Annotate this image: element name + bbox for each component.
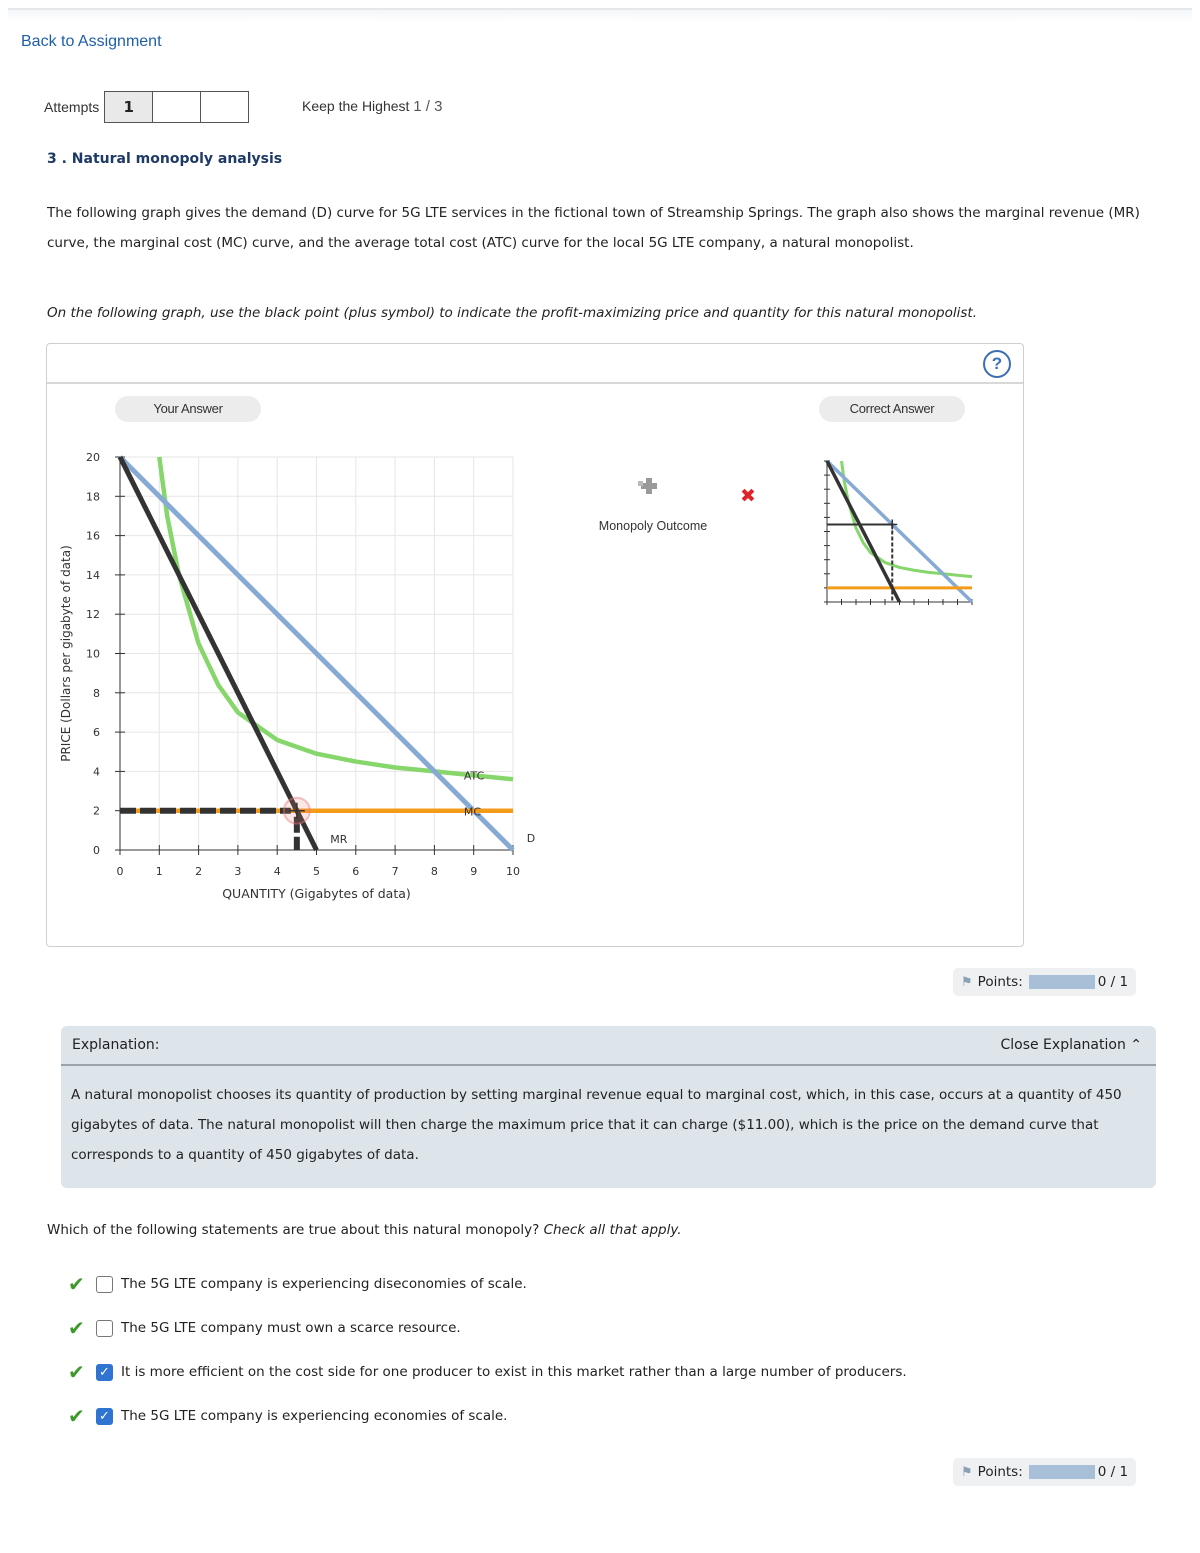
x-tick-label: 5 (313, 865, 320, 878)
attempt-box-1: 1 (104, 91, 153, 123)
x-tick-label: 9 (470, 865, 478, 878)
mini-mr-curve (827, 461, 900, 602)
x-tick-label: 1 (155, 865, 163, 878)
chevron-up-icon: ⌃ (1130, 1037, 1142, 1053)
mini-demand-curve (827, 461, 972, 602)
y-tick-label: 14 (86, 568, 100, 582)
y-tick-label: 6 (93, 726, 100, 740)
option-2-label: The 5G LTE company must own a scarce resource. (121, 1320, 461, 1336)
your-answer-tab: Your Answer (115, 396, 261, 422)
flag-icon: ⚑ (961, 974, 973, 990)
mc-label: MC (463, 805, 482, 819)
option-4-checkbox[interactable]: ✓ (96, 1408, 113, 1425)
x-tick-label: 3 (234, 865, 242, 878)
keep-highest (302, 98, 442, 115)
attempt-box-3 (200, 91, 249, 123)
option-1 (68, 1272, 527, 1296)
points-badge-2 (953, 1458, 1136, 1486)
y-tick-label: 10 (86, 647, 100, 661)
points-score-1: 0 / 1 (1097, 974, 1129, 990)
y-axis-title: PRICE (Dollars per gigabyte of data) (59, 545, 73, 762)
explanation-panel (61, 1026, 1156, 1188)
top-bar (8, 8, 1192, 22)
question-title: 3 . Natural monopoly analysis (47, 151, 283, 167)
legend-label: Monopoly Outcome (598, 519, 708, 533)
explanation-text: A natural monopolist chooses its quantity of production by setting marginal revenue equal to marginal cost, which, in this case, occurs at a quantity of 450 gigabytes of data. The natural monopolist will then charge the maximum price that it can charge ($11.00), which is the price on the demand curve that corresponds to a quantity of 450 gigabytes of data. (71, 1087, 1122, 1163)
x-tick-label: 7 (391, 865, 399, 878)
y-tick-label: 20 (86, 451, 100, 464)
mini-atc-curve (842, 461, 973, 577)
correct-check-icon: ✔ (68, 1404, 85, 1428)
question2-hint: Check all that apply. (543, 1222, 682, 1238)
x-tick-label: 0 (116, 865, 124, 878)
option-1-checkbox[interactable] (96, 1276, 113, 1293)
explanation-heading: Explanation: (72, 1037, 160, 1053)
option-4 (68, 1404, 507, 1428)
close-explanation-label: Close Explanation (1000, 1037, 1126, 1053)
wrong-answer-icon: ✖ (740, 485, 756, 507)
x-tick-label: 6 (352, 865, 360, 878)
option-2 (68, 1316, 461, 1340)
explanation-header (61, 1026, 1156, 1066)
y-tick-label: 18 (86, 490, 100, 504)
x-axis-title: QUANTITY (Gigabytes of data) (222, 886, 411, 901)
graph-canvas (47, 344, 1023, 946)
x-tick-label: 2 (195, 865, 203, 878)
question-instruction: On the following graph, use the black point (plus symbol) to indicate the profit-maximizing price and quantity for this natural monopolist. (47, 305, 977, 321)
y-tick-label: 8 (93, 686, 100, 700)
attempt-box-2 (152, 91, 201, 123)
close-explanation-button[interactable] (1000, 1037, 1142, 1053)
option-4-label: The 5G LTE company is experiencing economies of scale. (121, 1408, 508, 1424)
keep-highest-score: 1 / 3 (413, 98, 443, 115)
y-tick-label: 0 (93, 844, 100, 857)
option-2-checkbox[interactable] (96, 1320, 113, 1337)
points-score-2: 0 / 1 (1097, 1464, 1129, 1480)
x-tick-label: 8 (430, 865, 438, 878)
question2-text: Which of the following statements are true about this natural monopoly? (47, 1222, 540, 1238)
keep-highest-label: Keep the Highest (302, 98, 410, 114)
question2-prompt (47, 1222, 682, 1238)
legend (599, 478, 756, 533)
attempts-tracker (44, 91, 249, 123)
y-tick-label: 2 (93, 804, 100, 818)
plus-point-tool-icon[interactable] (638, 478, 657, 494)
graph-panel (46, 343, 1024, 947)
points-bar-2 (1029, 1465, 1095, 1479)
x-tick-label: 10 (506, 865, 520, 878)
option-1-label: The 5G LTE company is experiencing diseconomies of scale. (121, 1276, 527, 1292)
points-badge-1 (953, 968, 1136, 996)
option-3-checkbox[interactable]: ✓ (96, 1364, 113, 1381)
atc-label: ATC (463, 769, 485, 783)
flag-icon: ⚑ (961, 1464, 973, 1480)
main-plot (59, 451, 535, 901)
back-to-assignment-link[interactable]: Back to Assignment (21, 33, 162, 50)
attempts-label: Attempts (44, 99, 100, 115)
y-tick-label: 12 (86, 608, 100, 622)
x-tick-label: 4 (273, 865, 281, 878)
correct-check-icon: ✔ (68, 1272, 85, 1296)
points-label-1: Points: (977, 974, 1023, 990)
option-3-label: It is more efficient on the cost side for one producer to exist in this market rather than a large number of producers. (121, 1364, 907, 1380)
correct-answer-mini-plot (824, 461, 972, 605)
atc-curve (159, 457, 513, 779)
option-3 (68, 1360, 907, 1384)
points-bar-1 (1029, 975, 1095, 989)
points-label-2: Points: (977, 1464, 1023, 1480)
y-tick-label: 16 (86, 529, 100, 543)
demand-label: D (526, 832, 536, 846)
correct-answer-tab: Correct Answer (819, 396, 965, 422)
mr-label: MR (330, 833, 348, 847)
correct-check-icon: ✔ (68, 1360, 85, 1384)
question-intro: The following graph gives the demand (D) curve for 5G LTE services in the fictional town of Streamship Springs. The graph also shows the marginal revenue (MR) curve, the marginal cost (MC) curve, and the average total cost (ATC) curve for the local 5G LTE company, a natural monopolist. (47, 205, 1140, 251)
help-icon[interactable]: ? (983, 350, 1011, 378)
correct-check-icon: ✔ (68, 1316, 85, 1340)
y-tick-label: 4 (93, 765, 100, 779)
